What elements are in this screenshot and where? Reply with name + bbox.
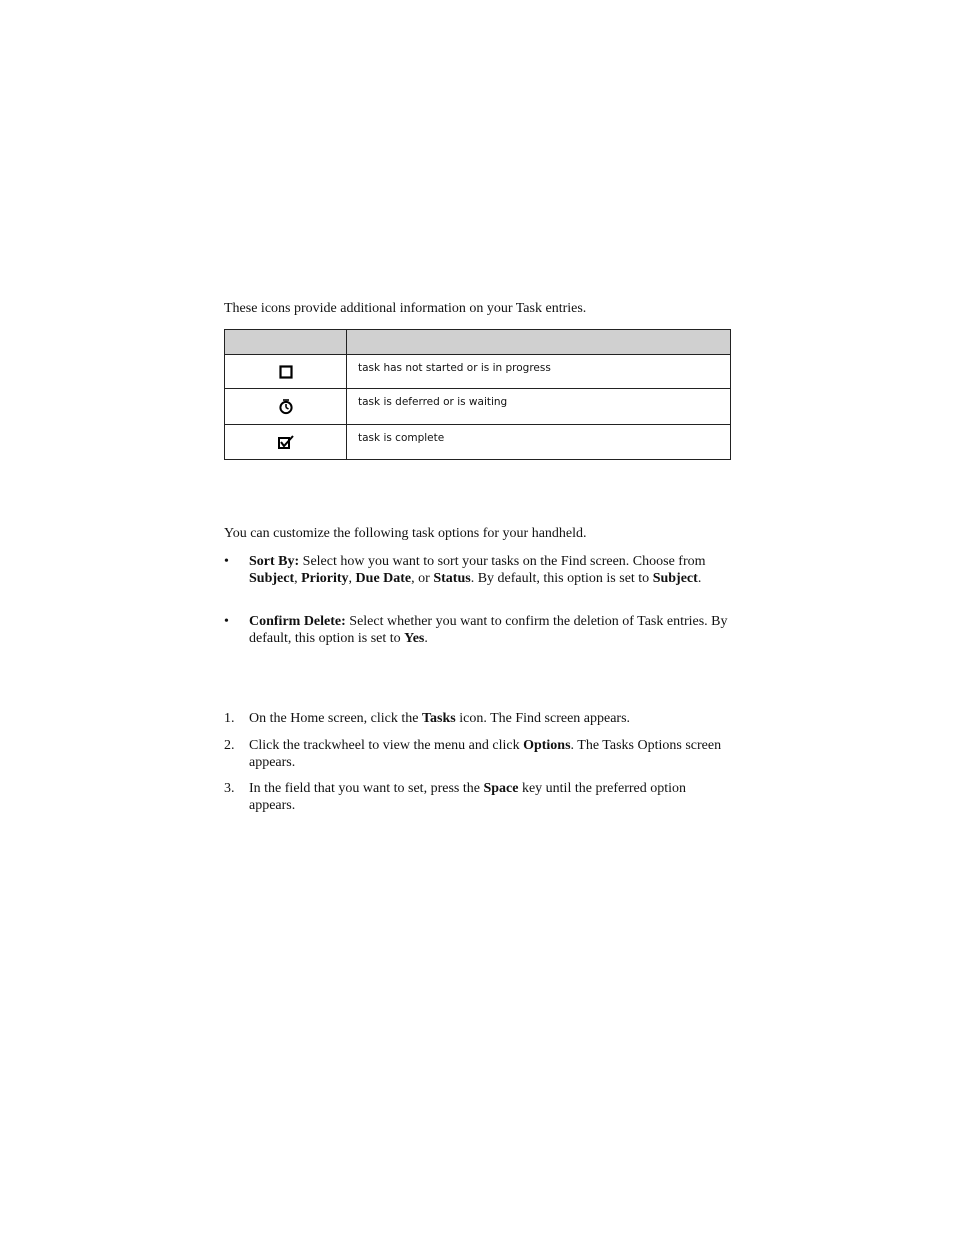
checked-box-icon bbox=[225, 434, 346, 450]
bullet-marker: • bbox=[224, 554, 229, 569]
step-number: 3. bbox=[224, 781, 235, 796]
empty-square-icon bbox=[225, 365, 346, 379]
icon-cell bbox=[225, 389, 347, 425]
description-cell: task is deferred or is waiting bbox=[347, 389, 731, 425]
step-text: In the field that you want to set, press the Space key until the preferred option appears. bbox=[249, 781, 687, 813]
table-row bbox=[225, 355, 731, 389]
step-3 bbox=[224, 780, 734, 814]
table-header-row bbox=[225, 330, 731, 355]
step-1 bbox=[224, 710, 734, 727]
step-2 bbox=[224, 737, 734, 771]
icon-cell bbox=[225, 425, 347, 460]
task-icons-table bbox=[224, 329, 731, 460]
step-number: 1. bbox=[224, 711, 235, 726]
list-item-confirm-delete bbox=[224, 613, 734, 647]
intro-paragraph: These icons provide additional information on your Task entries. bbox=[224, 301, 587, 316]
step-number: 2. bbox=[224, 738, 235, 753]
description-cell: task has not started or is in progress bbox=[347, 355, 731, 389]
bullet-marker: • bbox=[224, 614, 229, 629]
step-text: On the Home screen, click the Tasks icon. The Find screen appears. bbox=[249, 711, 631, 726]
table-header-icon bbox=[225, 330, 347, 355]
table-header-description bbox=[347, 330, 731, 355]
customize-intro-paragraph: You can customize the following task options for your handheld. bbox=[224, 526, 587, 541]
list-item-sort-by bbox=[224, 553, 734, 587]
table-row bbox=[225, 389, 731, 425]
icon-cell bbox=[225, 355, 347, 389]
step-text: Click the trackwheel to view the menu and click Options. The Tasks Options screen appears. bbox=[249, 738, 722, 770]
option-label: Sort By: bbox=[249, 554, 300, 569]
table-row bbox=[225, 425, 731, 460]
clock-icon bbox=[225, 399, 346, 415]
description-cell: task is complete bbox=[347, 425, 731, 460]
option-label: Confirm Delete: bbox=[249, 614, 346, 629]
bullet-text: Confirm Delete: Select whether you want to confirm the deletion of Task entries. By default, this option is set to Yes. bbox=[249, 614, 728, 646]
bullet-text: Sort By: Select how you want to sort your tasks on the Find screen. Choose from Subject, Priority, Due Date, or Status. By default, this option is set to Subject. bbox=[249, 554, 706, 586]
